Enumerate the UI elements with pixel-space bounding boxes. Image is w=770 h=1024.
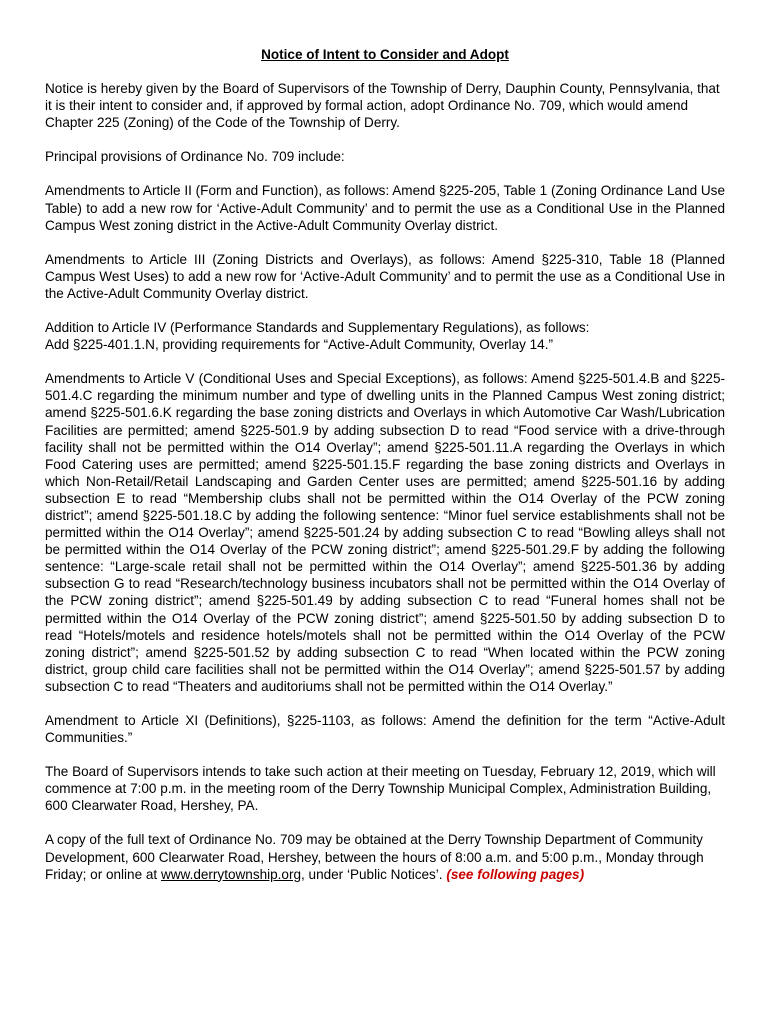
article-iv-paragraph <box>45 319 725 353</box>
copy-text-before: A copy of the full text of Ordinance No. 709 may be obtained at the Derry Township Department of Community Development, 600 Clearwater Road, Hershey, between the hours of 8:00 a.m. and 5:00 p.m., Monday through Friday; or online at <box>45 832 704 882</box>
article-v-paragraph: Amendments to Article V (Conditional Uses and Special Exceptions), as follows: Amend §225-501.4.B and §225-501.4.C regarding the minimum number and type of dwelling units in the Planned Campus West zoning district; amend §225-501.6.K regarding the base zoning districts and Overlays in which Automotive Car Wash/Lubrication Facilities are permitted; amend §225-501.9 by adding subsection D to read “Food service with a drive-through facility shall not be permitted within the O14 Overlay”; amend §225-501.11.A regarding the Overlays in which Food Catering uses are permitted; amend §225-501.15.F regarding the base zoning districts and Overlays in which Non-Retail/Retail Landscaping and Garden Center uses are permitted; amend §225-501.16 by adding subsection E to read “Membership clubs shall not be permitted within the O14 Overlay of the PCW zoning district”; amend §225-501.18.C by adding the following sentence: “Minor fuel service establishments shall not be permitted within the O14 Overlay”; amend §225-501.24 by adding subsection C to read “Bowling alleys shall not be permitted within the O14 Overlay of the PCW zoning district”; amend §225-501.29.F by adding the following sentence: “Large-scale retail shall not be permitted within the O14 Overlay”; amend §225-501.36 by adding subsection G to read “Research/technology business incubators shall not be permitted within the O14 Overlay of the PCW zoning district”; amend §225-501.49 by adding subsection C to read “Funeral homes shall not be permitted within the O14 Overlay of the PCW zoning district”; amend §225-501.50 by adding subsection D to read “Hotels/motels and residence hotels/motels shall not be permitted within the O14 Overlay of the PCW zoning district”; amend §225-501.52 by adding subsection C to read “When located within the PCW zoning district, group child care facilities shall not be permitted within the O14 Overlay”; amend §225-501.57 by adding subsection C to read “Theaters and auditoriums shall not be permitted within the O14 Overlay.” <box>45 371 725 694</box>
notice-document <box>45 46 725 900</box>
article-ii-paragraph: Amendments to Article II (Form and Function), as follows: Amend §225-205, Table 1 (Zoning Ordinance Land Use Table) to add a new row for ‘Active-Adult Community’ and to permit the use as a Conditional Use in the Planned Campus West zoning district in the Active-Adult Community Overlay district. <box>45 183 725 233</box>
provisions-heading: Principal provisions of Ordinance No. 709 include: <box>45 149 345 165</box>
website-link[interactable]: www.derrytownship.org <box>160 866 302 882</box>
meeting-paragraph: The Board of Supervisors intends to take such action at their meeting on Tuesday, February 12, 2019, which will commence at 7:00 p.m. in the meeting room of the Derry Township Municipal Complex, Administration Building, 600 Clearwater Road, Hershey, PA. <box>45 764 716 814</box>
see-following-pages-note: (see following pages) <box>446 866 585 882</box>
article-xi-paragraph: Amendment to Article XI (Definitions), §225-1103, as follows: Amend the definition for the term “Active-Adult Communities.” <box>45 713 725 746</box>
copy-text-after: , under ‘Public Notices’. <box>301 866 447 882</box>
article-iii-paragraph: Amendments to Article III (Zoning Districts and Overlays), as follows: Amend §225-310, Table 18 (Planned Campus West Uses) to add a new row for ‘Active-Adult Community’ and to permit the use as a Conditional Use in the Active-Adult Community Overlay district. <box>45 251 725 301</box>
article-iv-line-1: Addition to Article IV (Performance Standards and Supplementary Regulations), as follows: <box>45 320 590 336</box>
article-iv-line-2: Add §225-401.1.N, providing requirements for “Active-Adult Community, Overlay 14.” <box>45 337 553 353</box>
copy-paragraph <box>45 831 725 882</box>
intro-paragraph: Notice is hereby given by the Board of Supervisors of the Township of Derry, Dauphin County, Pennsylvania, that it is their intent to consider and, if approved by formal action, adopt Ordinance No. 709, which would amend Chapter 225 (Zoning) of the Code of the Township of Derry. <box>45 81 720 131</box>
notice-title: Notice of Intent to Consider and Adopt <box>261 47 509 62</box>
